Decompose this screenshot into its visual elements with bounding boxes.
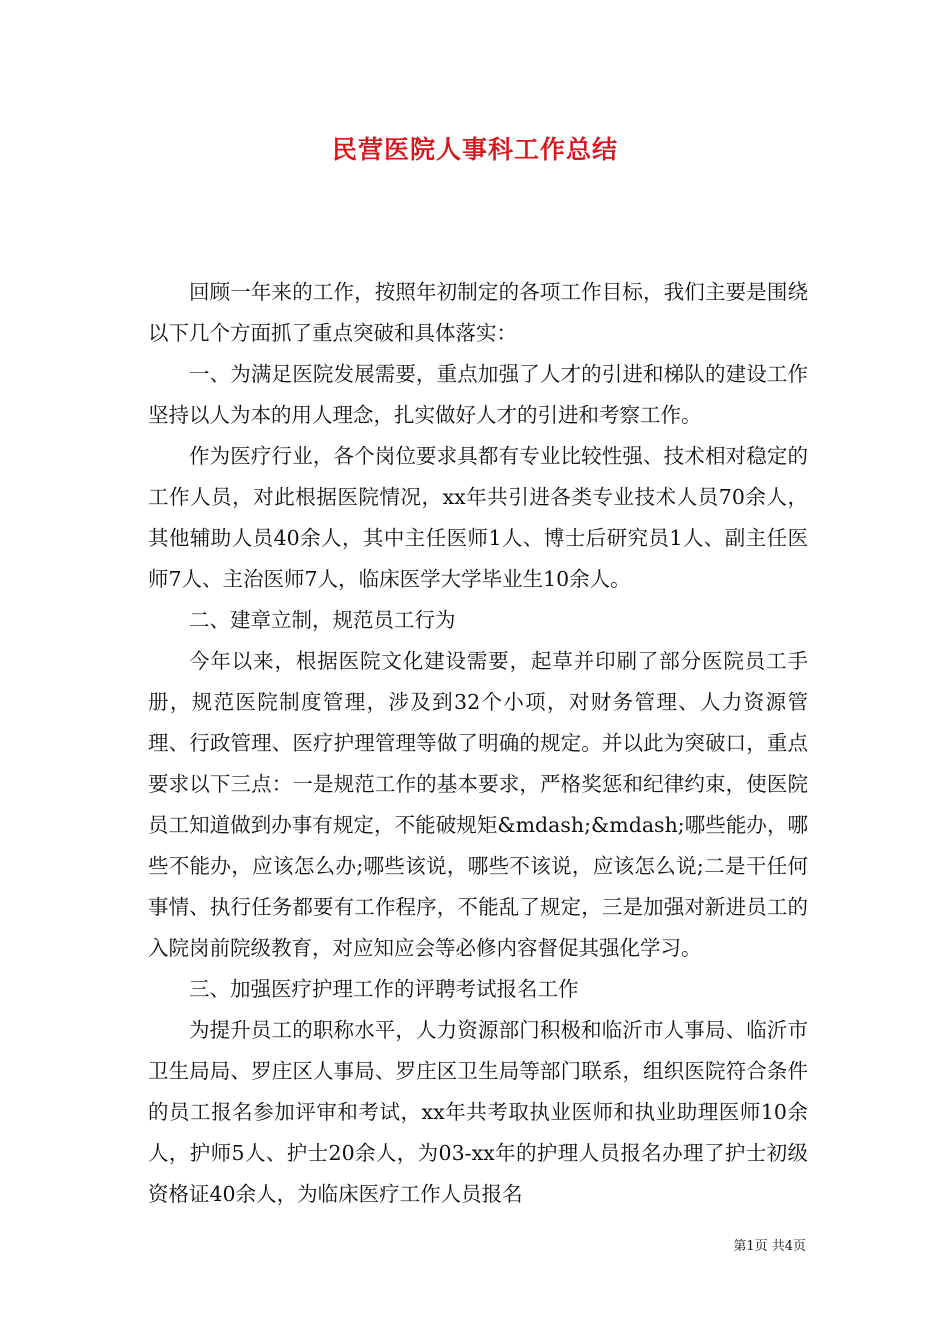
- paragraph-section-1-heading: 一、为满足医院发展需要，重点加强了人才的引进和梯队的建设工作坚持以人为本的用人理念，扎实做好人才的引进和考察工作。: [148, 362, 808, 427]
- paragraph-section-2-heading: 二、建章立制，规范员工行为: [189, 608, 456, 632]
- page-number-footer: 第1页 共4页: [733, 1239, 806, 1254]
- paragraph-section-3-body: 为提升员工的职称水平，人力资源部门积极和临沂市人事局、临沂市卫生局局、罗庄区人事局、罗庄区卫生局等部门联系，组织医院符合条件的员工报名参加评审和考试，xx年共考取执业医师和执业助理医师10余人，护师5人、护士20余人，为03-xx年的护理人员报名办理了护士初级资格证40余人，为临床医疗工作人员报名: [148, 1018, 808, 1206]
- paragraph-section-2-body: 今年以来，根据医院文化建设需要，起草并印刷了部分医院员工手册，规范医院制度管理，涉及到32个小项，对财务管理、人力资源管理、行政管理、医疗护理管理等做了明确的规定。并以此为突破口，重点要求以下三点：一是规范工作的基本要求，严格奖惩和纪律约束，使医院员工知道做到办事有规定，不能破规矩&mdash;&mdash;哪些能办，哪些不能办，应该怎么办;哪些该说，哪些不该说，应该怎么说;二是干任何事情、执行任务都要有工作程序，不能乱了规定，三是加强对新进员工的入院岗前院级教育，对应知应会等必修内容督促其强化学习。: [148, 649, 808, 960]
- paragraph-section-3-heading: 三、加强医疗护理工作的评聘考试报名工作: [189, 977, 579, 1001]
- paragraph-intro: 回顾一年来的工作，按照年初制定的各项工作目标，我们主要是围绕以下几个方面抓了重点突破和具体落实：: [148, 280, 808, 345]
- paragraph-section-1-body: 作为医疗行业，各个岗位要求具都有专业比较性强、技术相对稳定的工作人员，对此根据医院情况，xx年共引进各类专业技术人员70余人，其他辅助人员40余人，其中主任医师1人、博士后研究员1人、副主任医师7人、主治医师7人，临床医学大学毕业生10余人。: [148, 444, 808, 591]
- document-body: [148, 272, 808, 1215]
- document-title: 民营医院人事科工作总结: [331, 135, 618, 164]
